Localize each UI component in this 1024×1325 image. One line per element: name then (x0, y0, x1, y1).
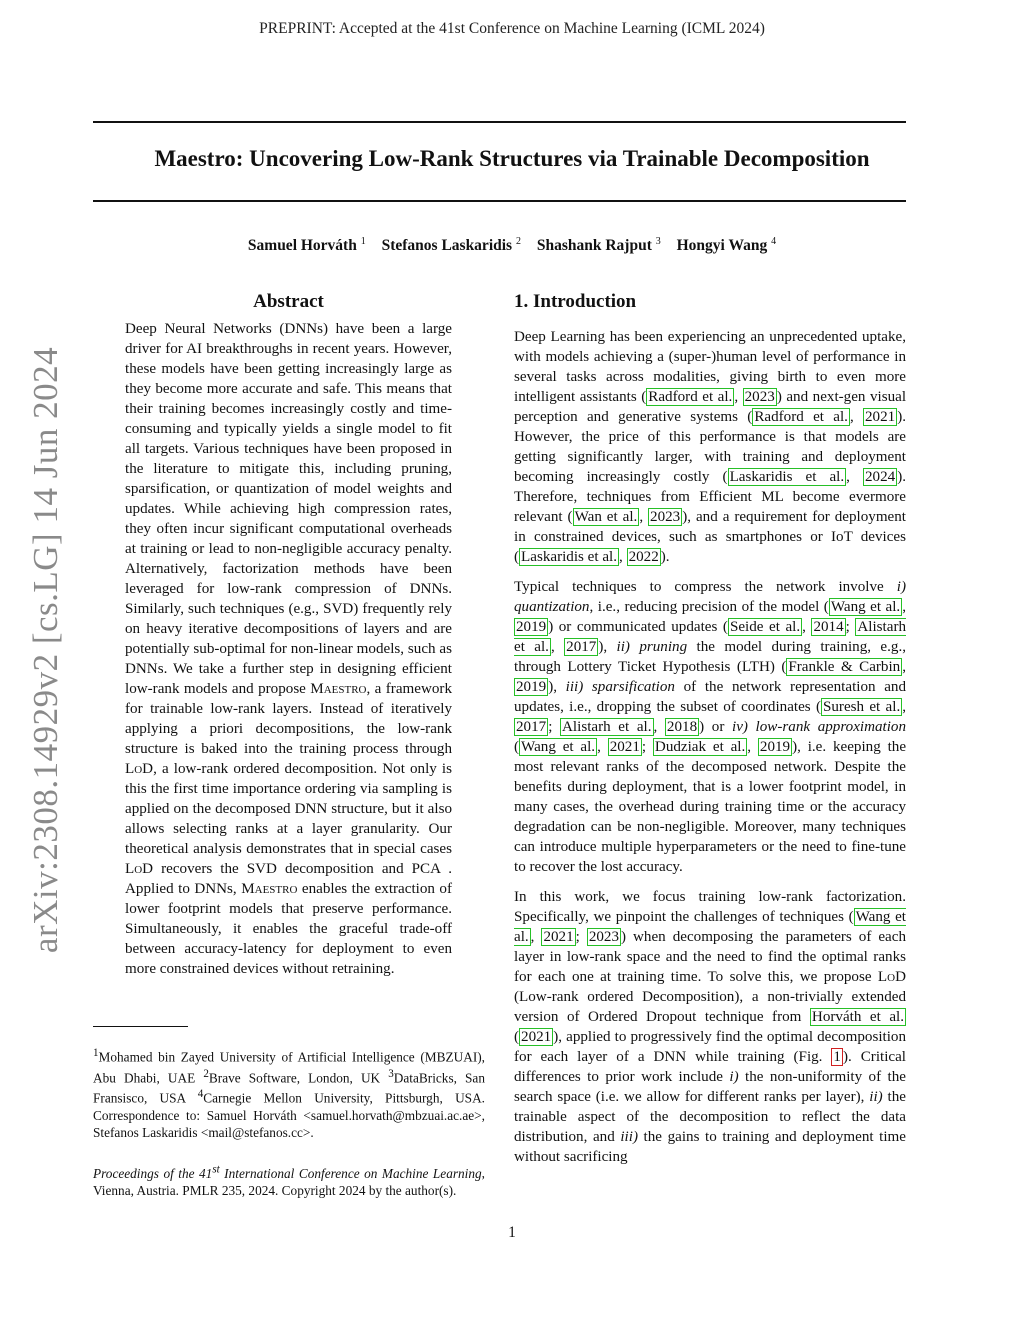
citation-link[interactable]: 2017 (516, 719, 547, 735)
citation-link[interactable]: Radford et al. (648, 389, 733, 405)
citation-link[interactable]: 2023 (588, 929, 619, 945)
author: Samuel Horváth $^1$ (247, 236, 366, 255)
intro-paragraph-3: In this work, we focus training low-rank factorization. Specifically, we pinpoint the challenges of techniques ( Wang et al. , 2021 ; 2023 ) when decomposing the parameters of each layer in low-rank space and the need to find the optimal ranks for each one at training time. To solve this, we propose LoD (Low-rank ordered Decomposition), a non-trivially extended version of Ordered Dropout technique from Horváth et al. ( 2021 ), applied to progressively find the optimal decomposition for each layer of a DNN while training (Fig. 1 ). Critical differences to prior work include i) the non-uniformity of the search space (i.e. we allow for different ranks per layer), ii) the trainable aspect of the decomposition to reflect the data distribution, and iii) the gains to training and deployment time without sacrificing (514, 889, 906, 1165)
citation-link[interactable]: 2021 (543, 929, 574, 945)
introduction-body (514, 327, 906, 1177)
author: Stefanos Laskaridis $^2$ (381, 236, 521, 255)
citation-link[interactable]: Laskaridis et al. (521, 549, 618, 565)
citation-link[interactable]: 2019 (516, 679, 547, 695)
citation-link[interactable]: Wang et al. (521, 739, 596, 755)
citation-link[interactable]: Frankle & Carbin (788, 659, 901, 675)
citation-link[interactable]: 2019 (759, 739, 791, 755)
citation-link[interactable]: Laskaridis et al. (729, 469, 845, 485)
citation-link[interactable]: 2014 (813, 619, 844, 635)
citation-link[interactable]: 2021 (865, 409, 896, 425)
citation-link[interactable]: Wan et al. (574, 509, 638, 525)
citation-link[interactable]: 2024 (865, 469, 896, 485)
citation-link[interactable]: Horváth et al. (811, 1009, 904, 1025)
affiliations-footnote: $^1$Mohamed bin Zayed University of Artificial Intelligence (MBZUAI), Abu Dhabi, UAE $^2$Brave Software, London, UK $^3$DataBricks, San Fransisco, USA $^4$Carnegie Mellon University, Pittsburgh, USA. Correspondence to: Samuel Horváth <samuel.horvath@mbzuai.ac.ae>, Stefanos Laskaridis <mail@stefanos.cc>. (93, 1047, 485, 1140)
author-list (0, 236, 1024, 255)
citation-link[interactable]: 2021 (609, 739, 640, 755)
citation-link[interactable]: 2017 (566, 639, 597, 655)
citation-link[interactable]: 2021 (521, 1029, 552, 1045)
citation-link[interactable]: 2018 (666, 719, 698, 735)
figure-reference-link[interactable]: 1 (833, 1049, 841, 1065)
citation-link[interactable]: Wang et al. (514, 909, 906, 945)
abstract-text: Deep Neural Networks (DNNs) have been a large driver for AI breakthroughs in recent years. However, these models have been getting increasingly large as they become more accurate and safe. This means that their training becomes increasingly costly and time-consuming and typically yields a single model to fit all targets. Various techniques have been proposed in the literature to mitigate this, including pruning, sparsification, or quantization of model weights and updates. While achieving high compression rates, they often incur significant computational overheads at training or lead to non-negligible accuracy penalty. Alternatively, factorization methods have been leveraged for low-rank compression of DNNs. Similarly, such techniques (e.g., SVD) frequently rely on heavy iterative decompositions of layers and are potentially sub-optimal for non-linear models, such as DNNs. We take a further step in designing efficient low-rank models and propose Maestro, a framework for trainable low-rank layers. Instead of iteratively applying a priori decompositions, the low-rank structure is baked into the training process through LoD, a low-rank ordered decomposition. Not only is this the first time importance ordering via sampling is applied on the decomposed DNN structure, but it also allows selecting ranks at a layer granularity. Our theoretical analysis demonstrates that in special cases LoD recovers the SVD decomposition and PCA . Applied to DNNs, Maestro enables the extraction of lower footprint models that preserve performance. Simultaneously, it enables the graceful trade-off between accuracy-latency for deployment to even more constrained devices without retraining. (125, 321, 452, 977)
citation-link[interactable]: 2023 (650, 509, 681, 525)
citation-link[interactable]: Alistarh et al. (562, 719, 652, 735)
author: Shashank Rajput $^3$ (536, 236, 661, 255)
citation-link[interactable]: Suresh et al. (822, 699, 901, 715)
arxiv-stamp: arXiv:2308.14929v2 [cs.LG] 14 Jun 2024 (26, 346, 65, 954)
title-top-rule (93, 121, 906, 123)
citation-link[interactable]: Seide et al. (729, 619, 801, 635)
introduction-heading: 1. Introduction (514, 291, 637, 312)
preprint-header-note: PREPRINT: Accepted at the 41st Conference on Machine Learning (ICML 2024) (259, 20, 765, 37)
citation-link[interactable]: Alistarh et al. (514, 619, 907, 655)
author: Hongyi Wang $^4$ (676, 236, 777, 255)
intro-paragraph-1: Deep Learning has been experiencing an unprecedented uptake, with models achieving a (super-)human level of performance in several tasks across modalities, giving birth to even more intelligent assistants ( Radford et al. , 2023 ) and next-gen visual perception and generative systems ( Radford et al. , 2021 ). However, the price of this performance is that models are getting significantly larger, with training and deployment becoming increasingly costly ( Laskaridis et al. , 2024 ). Therefore, techniques from Efficient ML become evermore relevant ( Wan et al. , 2023 ), and a requirement for deployment in constrained devices, such as smartphones or IoT devices ( Laskaridis et al. , 2022 ). (514, 329, 907, 565)
citation-link[interactable]: Wang et al. (830, 599, 901, 615)
citation-link[interactable]: Radford et al. (754, 409, 848, 425)
proceedings-note: Proceedings of the 41st International Conference on Machine Learning, Vienna, Austria. PMLR 235, 2024. Copyright 2024 by the author(s). (93, 1163, 485, 1198)
citation-link[interactable]: 2022 (628, 549, 659, 565)
title-bottom-rule (93, 200, 906, 202)
citation-link[interactable]: 2023 (744, 389, 775, 405)
citation-link[interactable]: 2019 (516, 619, 547, 635)
footnote-rule (93, 1026, 188, 1027)
paper-title: Maestro: Uncovering Low-Rank Structures via Trainable Decomposition (154, 146, 870, 171)
abstract-heading: Abstract (253, 291, 324, 312)
citation-link[interactable]: Dudziak et al. (654, 739, 746, 755)
page-number: 1 (508, 1224, 516, 1241)
intro-paragraph-2: Typical techniques to compress the network involve i) quantization, i.e., reducing precision of the model ( Wang et al. , 2019 ) or communicated updates ( Seide et al. , 2014 ; Alistarh et al. , 2017 ), ii) pruning the model during training, e.g., through Lottery Ticket Hypothesis (LTH) ( Frankle & Carbin , 2019 ), iii) sparsification of the network representation and updates, i.e., dropping the subset of coordinates ( Suresh et al. , 2017 ; Alistarh et al. , 2018 ) or iv) low-rank approximation ( Wang et al. , 2021 ; Dudziak et al. , 2019 ), i.e. keeping the most relevant ranks of the decomposed network. Despite the benefits during deployment, that is a lower footprint model, in many cases, the overhead during training time or the accuracy degradation can be non-negligible. Moreover, many techniques can introduce multiple hyperparameters or the need to fine-tune to recover the lost accuracy. (514, 579, 907, 875)
